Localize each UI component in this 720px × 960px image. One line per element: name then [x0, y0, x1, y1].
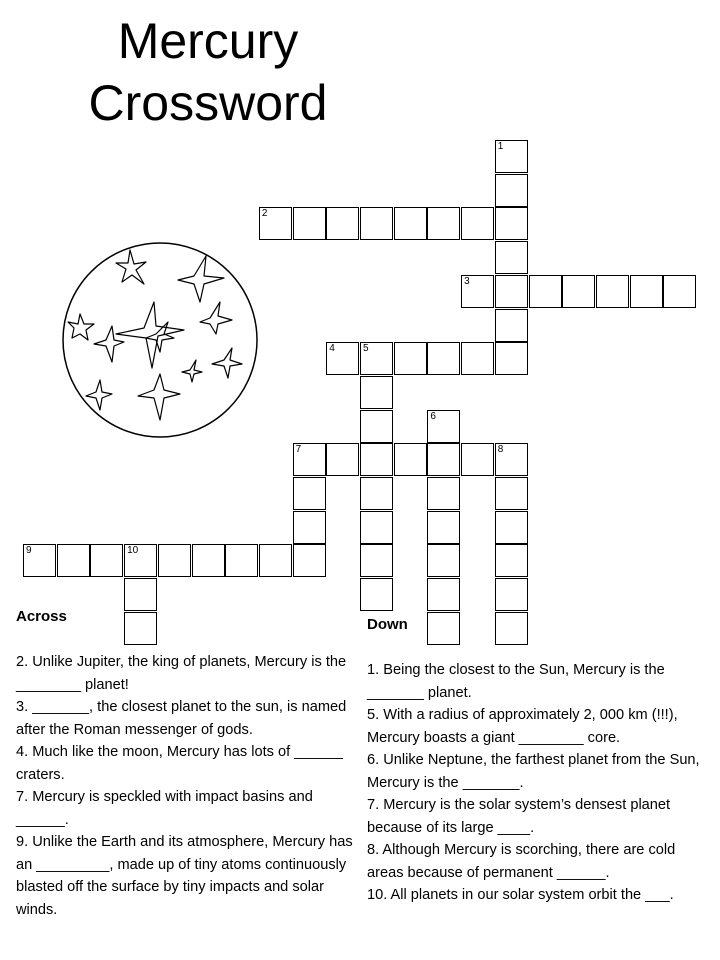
- crossword-cell[interactable]: [259, 544, 292, 577]
- across-heading: Across: [16, 608, 67, 625]
- crossword-cell[interactable]: [360, 342, 393, 375]
- crossword-cell[interactable]: [427, 207, 460, 240]
- crossword-cell[interactable]: [495, 140, 528, 173]
- crossword-cell[interactable]: [461, 342, 494, 375]
- crossword-cell[interactable]: [427, 410, 460, 443]
- crossword-cell[interactable]: [495, 511, 528, 544]
- crossword-cell[interactable]: [124, 544, 157, 577]
- crossword-cell[interactable]: [663, 275, 696, 308]
- down-clue: 7. Mercury is the solar system’s densest planet because of its large ____.: [367, 797, 671, 836]
- down-clue: 1. Being the closest to the Sun, Mercury is the _______ planet.: [367, 662, 665, 701]
- crossword-cell[interactable]: [225, 544, 258, 577]
- crossword-cell[interactable]: [360, 477, 393, 510]
- crossword-cell[interactable]: [293, 443, 326, 476]
- clue-number: 4: [329, 343, 335, 355]
- crossword-cell[interactable]: [326, 207, 359, 240]
- clue-number: 3: [464, 275, 470, 287]
- across-clue: 7. Mercury is speckled with impact basins and ______.: [16, 789, 313, 828]
- down-clue: 10. All planets in our solar system orbit the ___.: [367, 887, 674, 903]
- crossword-cell[interactable]: [427, 477, 460, 510]
- across-clue-list: [16, 651, 356, 921]
- crossword-cell[interactable]: [293, 544, 326, 577]
- crossword-cell[interactable]: [596, 275, 629, 308]
- crossword-cell[interactable]: [495, 241, 528, 274]
- crossword-cell[interactable]: [326, 342, 359, 375]
- clue-number: 1: [497, 141, 504, 152]
- crossword-cell[interactable]: [360, 443, 393, 476]
- down-clue: 8. Although Mercury is scorching, there are cold areas because of permanent ______.: [367, 842, 676, 881]
- crossword-cell[interactable]: [360, 207, 393, 240]
- crossword-cell[interactable]: [23, 544, 56, 577]
- crossword-cell[interactable]: [394, 342, 427, 375]
- crossword-cell[interactable]: [427, 612, 460, 645]
- crossword-cell[interactable]: [293, 207, 326, 240]
- crossword-cell[interactable]: [495, 578, 528, 611]
- crossword-cell[interactable]: [427, 578, 460, 611]
- clue-number: 5: [363, 343, 369, 355]
- crossword-cell[interactable]: [495, 443, 528, 476]
- crossword-cell[interactable]: [427, 443, 460, 476]
- clue-number: 9: [26, 545, 32, 557]
- crossword-cell[interactable]: [360, 410, 393, 443]
- clue-number: 7: [295, 444, 302, 456]
- crossword-cell[interactable]: [495, 544, 528, 577]
- clue-number: 8: [497, 444, 504, 456]
- crossword-cell[interactable]: [495, 342, 528, 375]
- crossword-cell[interactable]: [495, 174, 528, 207]
- down-clue-list: [367, 659, 707, 907]
- crossword-cell[interactable]: [326, 443, 359, 476]
- crossword-cell[interactable]: [360, 376, 393, 409]
- crossword-cell[interactable]: [461, 275, 494, 308]
- across-clue: 2. Unlike Jupiter, the king of planets, Mercury is the ________ planet!: [16, 654, 347, 693]
- crossword-cell[interactable]: [57, 544, 90, 577]
- crossword-cell[interactable]: [124, 612, 157, 645]
- crossword-cell[interactable]: [461, 207, 494, 240]
- crossword-cell[interactable]: [293, 511, 326, 544]
- title-line-2: Crossword: [88, 75, 328, 131]
- clue-number: 2: [261, 208, 268, 220]
- crossword-cell[interactable]: [461, 443, 494, 476]
- clue-number: 6: [430, 410, 436, 422]
- title-line-1: Mercury: [117, 13, 299, 69]
- crossword-cell[interactable]: [427, 511, 460, 544]
- crossword-cell[interactable]: [495, 207, 528, 240]
- across-clue: 9. Unlike the Earth and its atmosphere, Mercury has an _________, made up of tiny atoms continuously blasted off the surface by tiny impacts and solar winds.: [16, 834, 353, 918]
- down-heading: Down: [367, 616, 408, 633]
- down-clue: 5. With a radius of approximately 2, 000 km (!!!), Mercury boasts a giant ________ core.: [367, 707, 678, 746]
- crossword-cell[interactable]: [495, 612, 528, 645]
- across-clue: 3. _______, the closest planet to the sun, is named after the Roman messenger of gods.: [16, 699, 347, 738]
- crossword-cell[interactable]: [630, 275, 663, 308]
- crossword-cell[interactable]: [529, 275, 562, 308]
- crossword-cell[interactable]: [495, 275, 528, 308]
- crossword-cell[interactable]: [394, 443, 427, 476]
- crossword-cell[interactable]: [360, 544, 393, 577]
- clue-number: 10: [127, 545, 139, 557]
- crossword-cell[interactable]: [192, 544, 225, 577]
- crossword-cell[interactable]: [124, 578, 157, 611]
- crossword-cell[interactable]: [427, 342, 460, 375]
- down-clue: 6. Unlike Neptune, the farthest planet from the Sun, Mercury is the _______.: [367, 752, 700, 791]
- crossword-cell[interactable]: [427, 544, 460, 577]
- crossword-cell[interactable]: [90, 544, 123, 577]
- crossword-cell[interactable]: [495, 477, 528, 510]
- crossword-cell[interactable]: [158, 544, 191, 577]
- across-clue: 4. Much like the moon, Mercury has lots of ______ craters.: [16, 744, 343, 783]
- crossword-cell[interactable]: [394, 207, 427, 240]
- crossword-cell[interactable]: [259, 207, 292, 240]
- crossword-cell[interactable]: [293, 477, 326, 510]
- crossword-cell[interactable]: [360, 511, 393, 544]
- crossword-cell[interactable]: [495, 309, 528, 342]
- crossword-cell[interactable]: [562, 275, 595, 308]
- crossword-cell[interactable]: [360, 578, 393, 611]
